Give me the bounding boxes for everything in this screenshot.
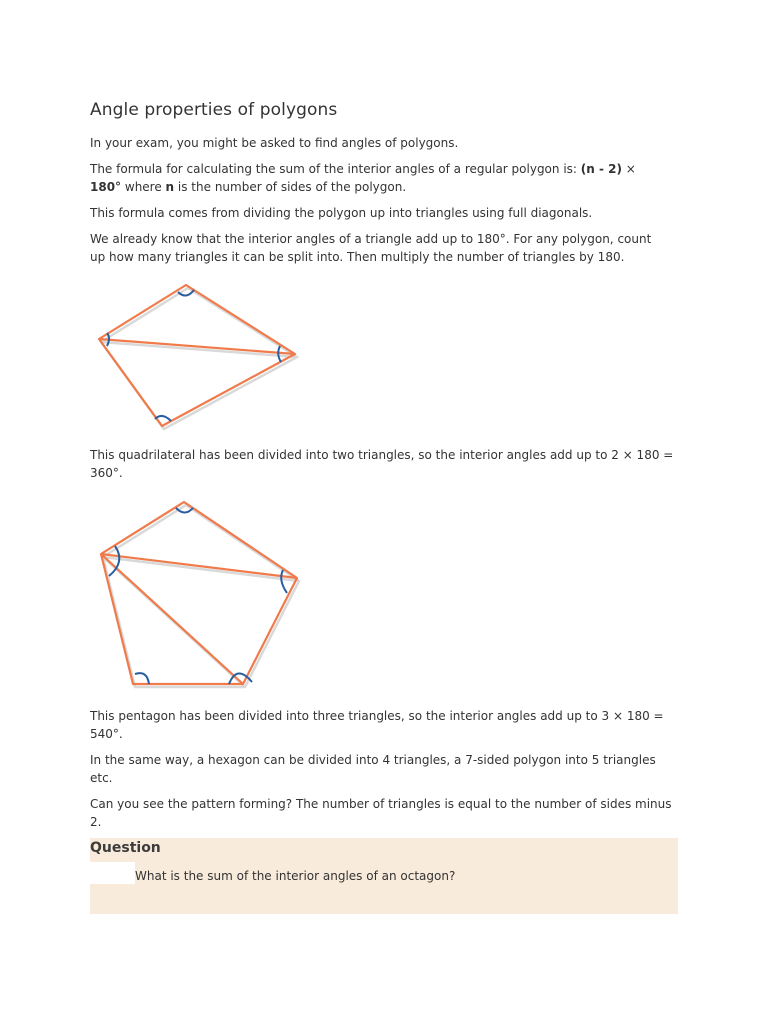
question-box [90, 838, 678, 914]
formula-times: × [621, 162, 636, 176]
formula-n: n [165, 180, 175, 194]
pentagon-angle-bottom-left [135, 673, 149, 684]
page-title: Angle properties of polygons [90, 100, 338, 120]
pentagon-svg [96, 496, 306, 692]
intro-paragraph: In your exam, you might be asked to find angles of polygons. [90, 136, 459, 150]
quadrilateral-svg [94, 278, 304, 433]
quadrilateral-diagonal [99, 339, 295, 354]
hexagon-paragraph: In the same way, a hexagon can be divided into 4 triangles, a 7-sided polygon into 5 triangles etc. [90, 753, 656, 785]
question-text: What is the sum of the interior angles of an octagon? [135, 869, 456, 883]
pentagon-caption: This pentagon has been divided into three triangles, so the interior angles add up to 3 × 180 = 540°. [90, 709, 664, 741]
formula-180: 180° [90, 180, 122, 194]
pentagon-outline [101, 502, 297, 684]
angle-arc-right [278, 346, 281, 362]
triangle-paragraph: We already know that the interior angles of a triangle add up to 180°. For any polygon, count up how many triangles it can be split into. Then multiply the number of triangles by 180. [90, 232, 652, 264]
pentagon-figure [96, 496, 306, 692]
formula-text-pre: The formula for calculating the sum of the interior angles of a regular polygon is: [90, 162, 581, 176]
question-heading: Question [90, 840, 161, 856]
formula-text-mid: where [121, 180, 166, 194]
question-indent [90, 862, 135, 884]
formula-n-minus-2: (n - 2) [580, 162, 622, 176]
pentagon-diagonal-2 [101, 554, 243, 684]
diagonals-paragraph: This formula comes from dividing the polygon up into triangles using full diagonals. [90, 206, 593, 220]
quadrilateral-figure [94, 278, 304, 433]
quadrilateral-caption: This quadrilateral has been divided into two triangles, so the interior angles add up to 2 × 180 = 360°. [90, 448, 674, 480]
formula-text-post: is the number of sides of the polygon. [174, 180, 407, 194]
formula-paragraph [90, 160, 650, 196]
pattern-paragraph: Can you see the pattern forming? The number of triangles is equal to the number of sides minus 2. [90, 797, 672, 829]
